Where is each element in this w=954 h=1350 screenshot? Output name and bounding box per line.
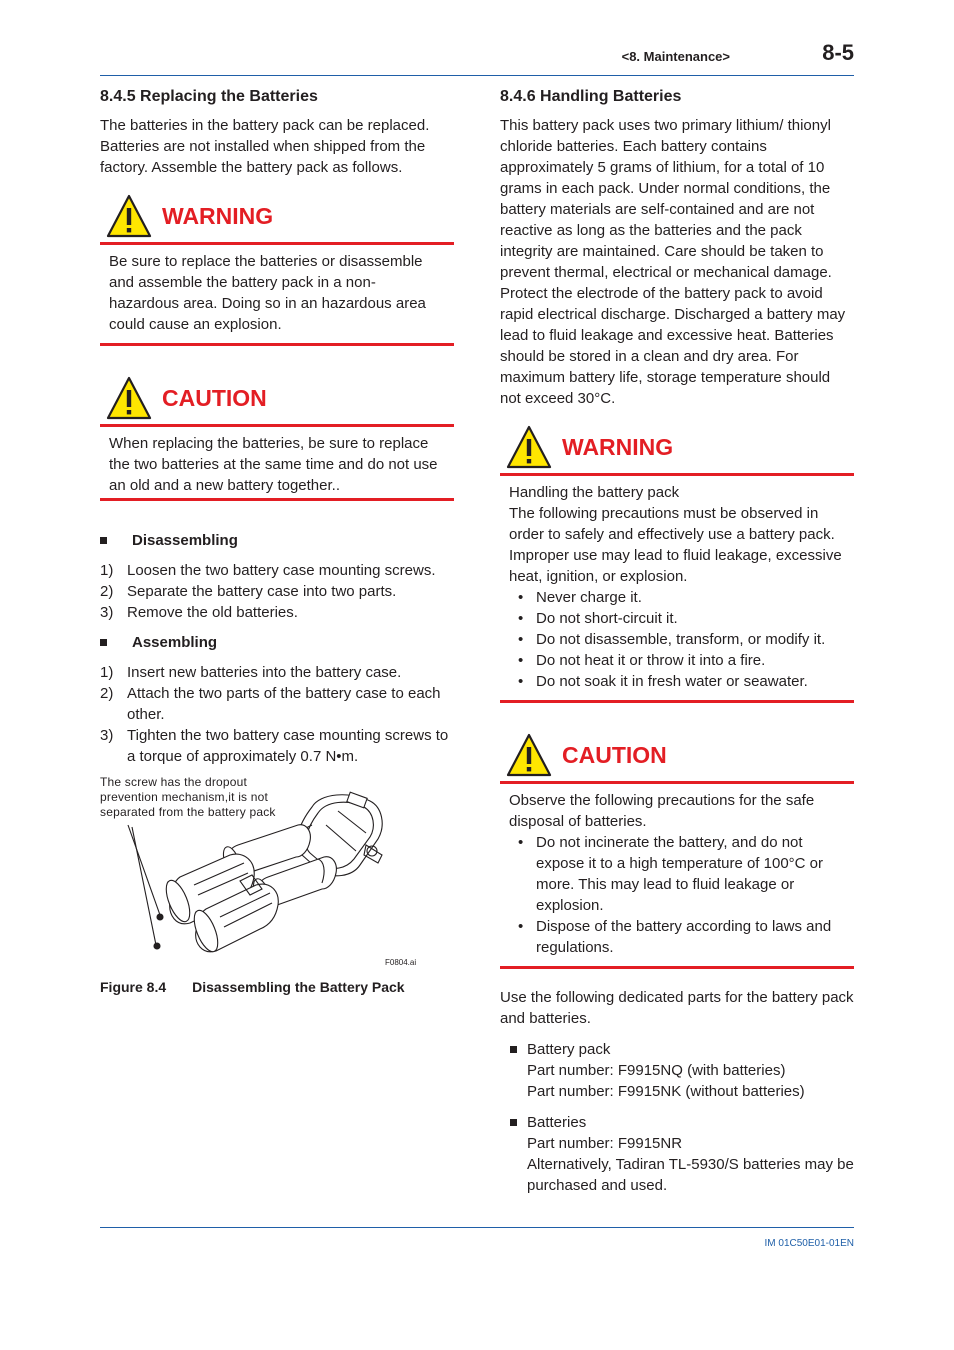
handling-intro: This battery pack uses two primary lithium/ thionyl chloride batteries. Each battery contains approximately 5 grams of lithium, for a total of 10 grams in each pack. Under normal conditions, the battery materials are self-contained and are not reactive as long as the batteries and the pack integrity are maintained. Care should be taken to prevent thermal, electrical or mechanical damage. Protect the electrode of the battery pack to avoid rapid electrical discharge. Discharged a battery may lead to fluid leakage and excessive heat. Batteries should be stored in a clean and dry area. For maximum battery life, storage temperature should not exceed 30°C. [500, 117, 846, 407]
list-item: 3) Remove the old batteries. [100, 604, 298, 621]
page-number: 8-5 [822, 40, 854, 65]
chapter-label: <8. Maintenance> [621, 49, 730, 64]
warning-text: Be sure to replace the batteries or disassemble and assemble the battery pack in a non-hazardous area. Doing so in an hazardous area could cause an explosion. [109, 253, 426, 333]
section-title-replacing: 8.4.5 Replacing the Batteries [100, 88, 318, 105]
list-item: • Never charge it. [509, 587, 845, 608]
battery-pack-entry [500, 1039, 854, 1102]
list-item: • Dispose of the battery according to laws and regulations. [509, 916, 845, 958]
batteries-alternative: Alternatively, Tadiran TL-5930/S batteries may be purchased and used. [527, 1156, 854, 1194]
caution-text: When replacing the batteries, be sure to replace the two batteries at the same time and do not use an old and a new battery together.. [109, 435, 438, 494]
warning-text: The following precautions must be observed in order to safely and effectively use a battery pack. Improper use may lead to fluid leakage, excessive heat, ignition, or explosion. [509, 505, 842, 585]
list-item: 2) Attach the two parts of the battery case to each other. [100, 685, 441, 723]
caution-triangle-icon [506, 733, 552, 777]
assembling-heading: Assembling [100, 632, 454, 653]
list-item: 3) Tighten the two battery case mounting screws to a torque of approximately 0.7 N•m. [100, 727, 449, 765]
parts-intro: Use the following dedicated parts for the battery pack and batteries. [500, 989, 854, 1027]
footer-rule [100, 1227, 854, 1228]
warning-header [500, 423, 854, 476]
warning-triangle-icon [506, 425, 552, 469]
battery-pack-part-1: Part number: F9915NQ (with batteries) [527, 1062, 786, 1079]
square-bullet-icon [510, 1119, 517, 1126]
batteries-entry [500, 1112, 854, 1196]
list-item: 2) Separate the battery case into two parts. [100, 583, 397, 600]
warning-triangle-icon [106, 194, 152, 238]
square-bullet-icon [100, 537, 107, 544]
list-item: • Do not incinerate the battery, and do not expose it to a high temperature of 100°C or more. This may lead to fluid leakage or explosion. [509, 832, 845, 916]
warning-label: WARNING [162, 203, 274, 229]
caution-triangle-icon [106, 376, 152, 420]
list-item: • Do not disassemble, transform, or modify it. [509, 629, 845, 650]
caution-bullets [509, 832, 845, 958]
caution-box-replace [100, 374, 454, 501]
left-column [100, 87, 454, 767]
battery-pack-part-2: Part number: F9915NK (without batteries) [527, 1083, 805, 1100]
list-item: • Do not soak it in fresh water or seawater. [509, 671, 845, 692]
figure-note: The screw has the dropout prevention mechanism,it is not separated from the battery pack [100, 775, 276, 819]
figure-number: Figure 8.4 [100, 979, 167, 995]
batteries-title: Batteries [527, 1114, 587, 1131]
figure-file-code: F0804.ai [385, 958, 417, 967]
disassembling-heading: Disassembling [100, 530, 454, 551]
warning-label: WARNING [562, 434, 674, 460]
square-bullet-icon [510, 1046, 517, 1053]
square-bullet-icon [100, 639, 107, 646]
list-item: • Do not short-circuit it. [509, 608, 845, 629]
document-number: IM 01C50E01-01EN [764, 1238, 854, 1249]
caution-label: CAUTION [562, 742, 667, 768]
warning-box-replace [100, 192, 454, 346]
list-item: 1) Loosen the two battery case mounting screws. [100, 562, 436, 579]
right-column [500, 87, 854, 1196]
list-item: • Do not heat it or throw it into a fire. [509, 650, 845, 671]
battery-pack-title: Battery pack [527, 1041, 611, 1058]
header-rule [100, 75, 854, 76]
disassembling-steps [100, 560, 454, 623]
caution-header [500, 731, 854, 784]
warning-box-handling [500, 423, 854, 703]
replacing-intro: The batteries in the battery pack can be replaced. Batteries are not installed when shipped from the factory. Assemble the battery pack as follows. [100, 117, 430, 176]
warning-bullets [509, 587, 845, 692]
warning-header [100, 192, 454, 245]
caution-header [100, 374, 454, 427]
caution-text: Observe the following precautions for the safe disposal of batteries. [509, 792, 815, 830]
caution-box-disposal [500, 731, 854, 969]
caution-label: CAUTION [162, 385, 267, 411]
batteries-part: Part number: F9915NR [527, 1135, 683, 1152]
battery-pack-illustration [120, 785, 420, 960]
figure-caption [100, 979, 405, 995]
section-title-handling: 8.4.6 Handling Batteries [500, 88, 682, 105]
figure-title: Disassembling the Battery Pack [192, 979, 405, 995]
list-item: 1) Insert new batteries into the battery case. [100, 664, 402, 681]
assembling-steps [100, 662, 454, 767]
warning-subtitle: Handling the battery pack [509, 484, 680, 501]
